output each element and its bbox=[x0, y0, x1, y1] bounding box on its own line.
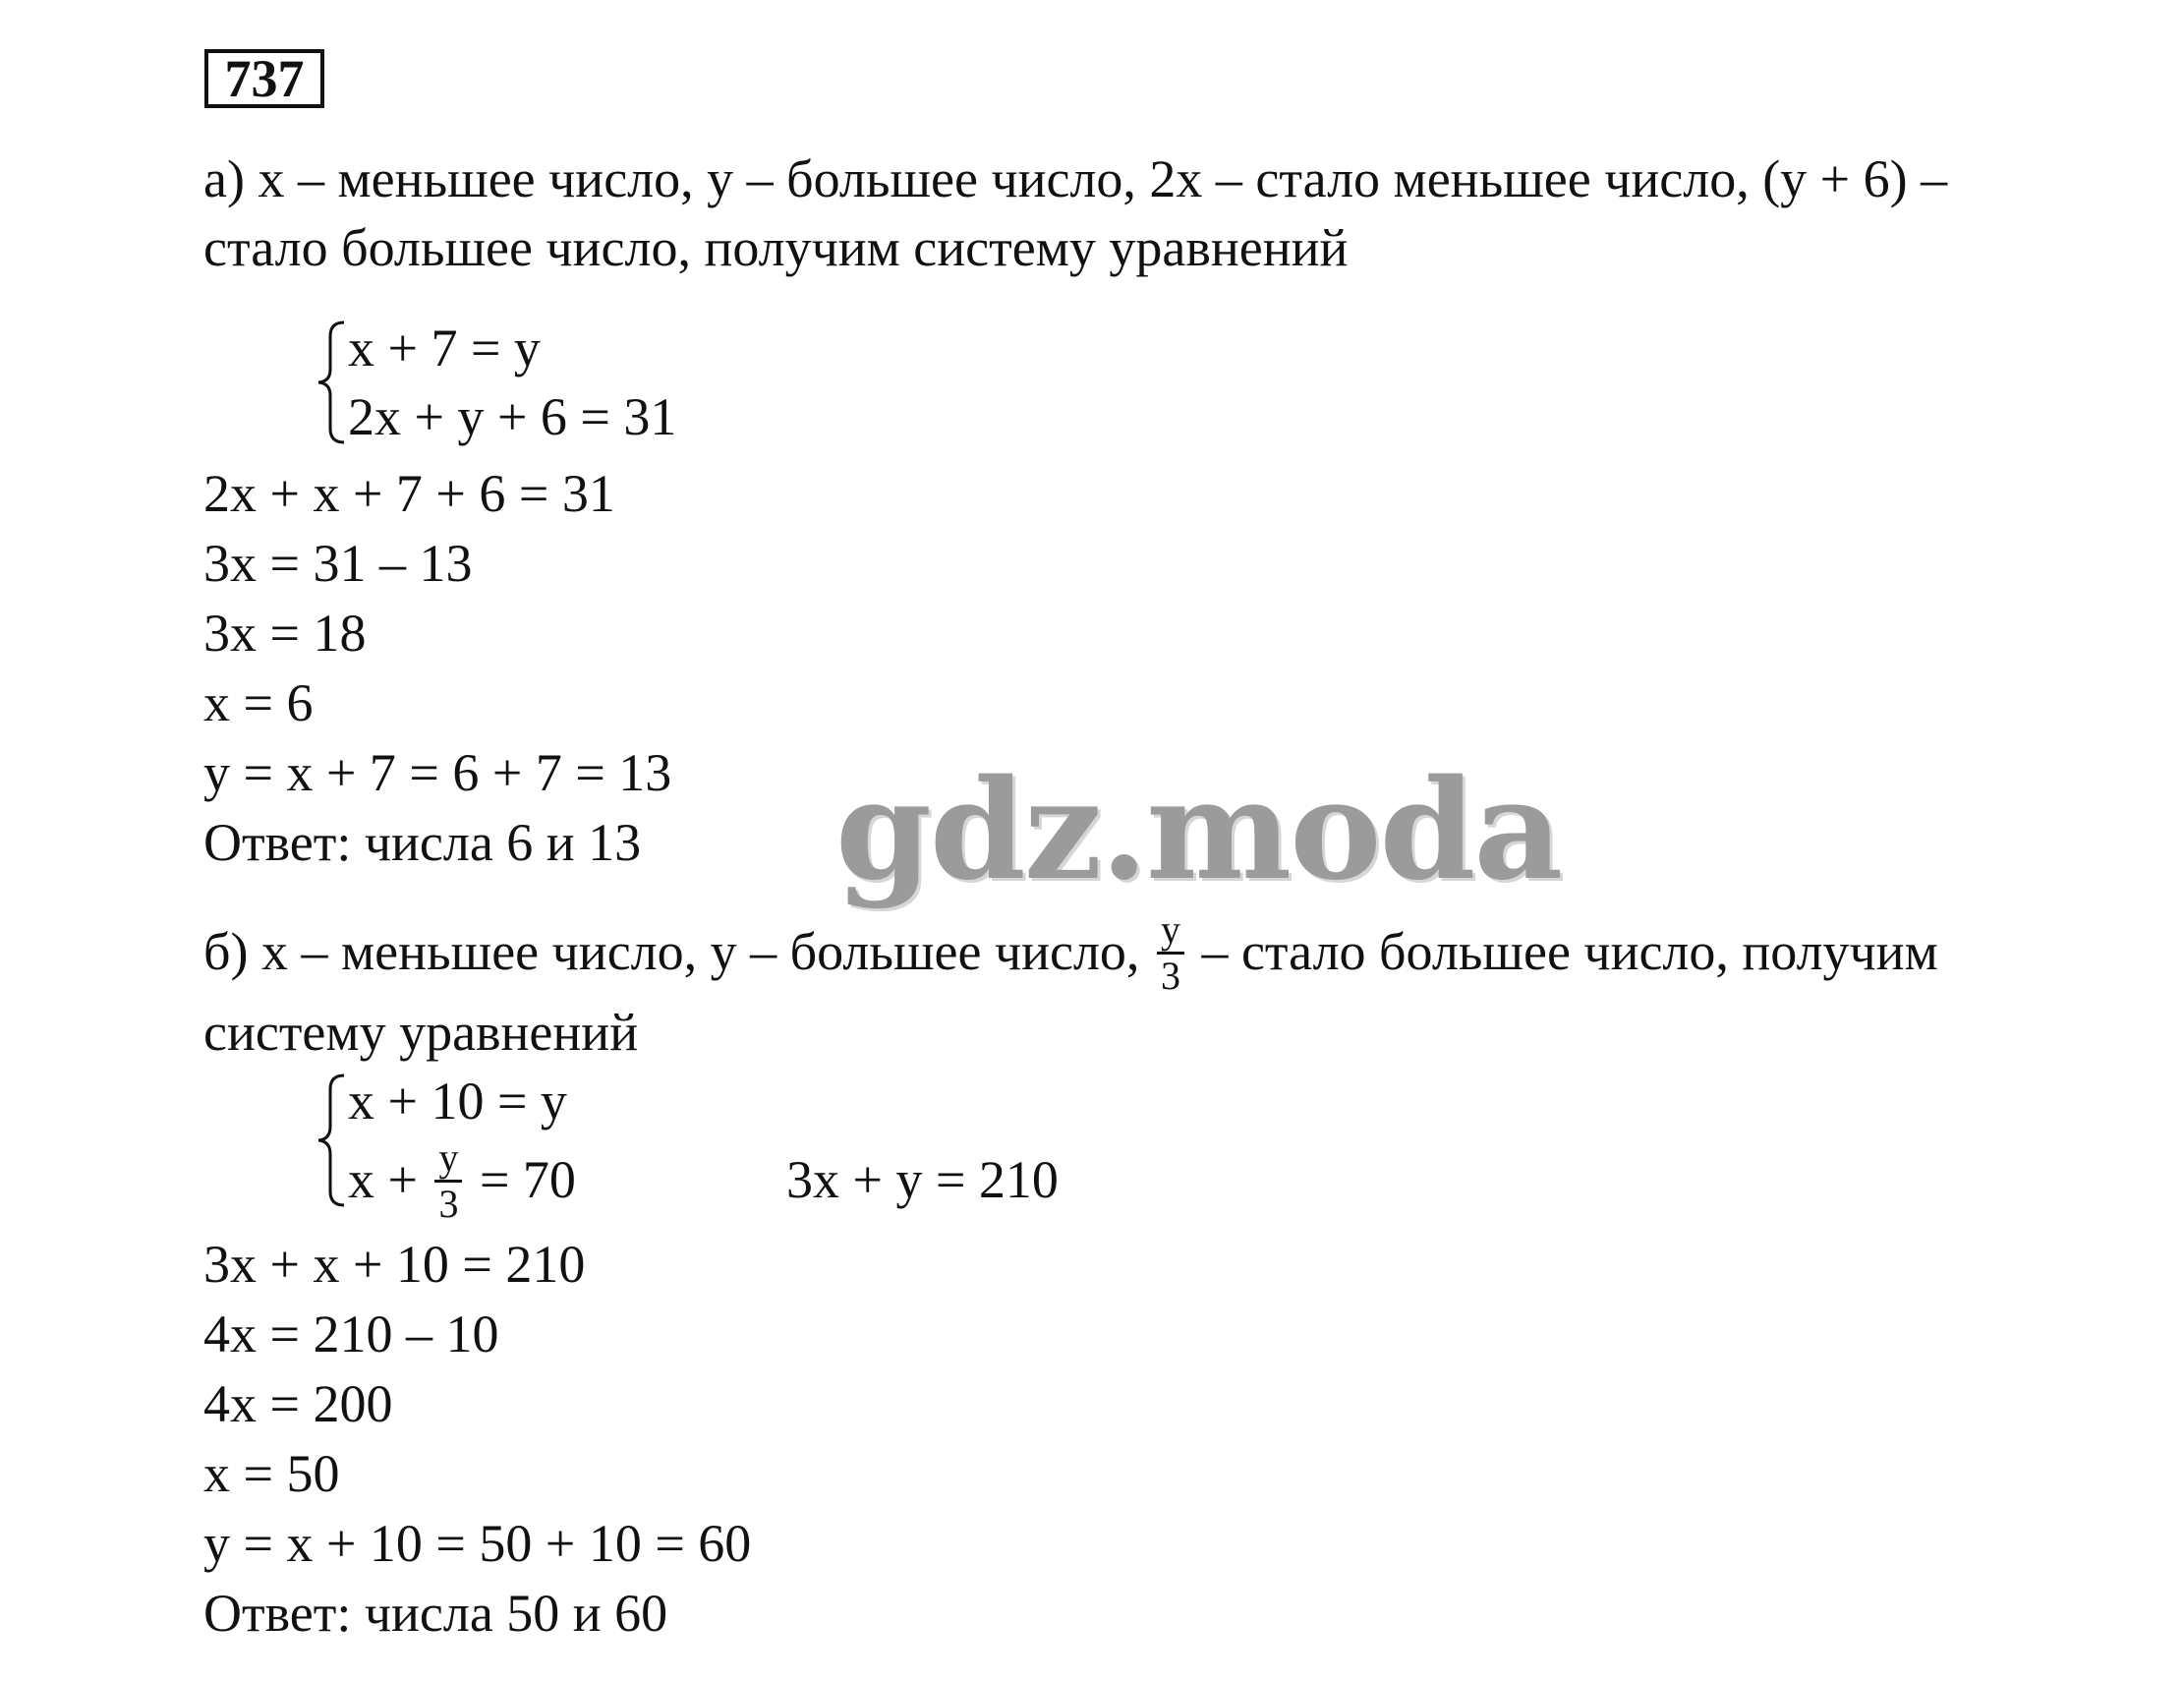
part-b-system-eq2-before: x + bbox=[348, 1149, 431, 1209]
fraction bbox=[1157, 907, 1184, 998]
part-b-intro-before: б) x – меньшее число, y – большее число, bbox=[203, 921, 1153, 981]
fraction-denominator: 3 bbox=[1160, 954, 1180, 998]
part-a-intro-line2: стало большее число, получим систему уравнений bbox=[203, 218, 1349, 277]
part-a-system-eq2: 2x + y + 6 = 31 bbox=[348, 387, 677, 446]
part-b-intro-line1 bbox=[203, 907, 1938, 1000]
part-b-system-eq1: x + 10 = y bbox=[348, 1072, 567, 1130]
part-a-system-eq1: x + 7 = y bbox=[348, 319, 541, 377]
watermark: gdz.moda bbox=[835, 750, 1562, 911]
part-b-system-eq2 bbox=[348, 1135, 576, 1228]
part-a-step-4: x = 6 bbox=[203, 673, 314, 732]
part-a-intro-line1: а) x – меньшее число, y – большее число, 2x – стало меньшее число, (y + 6) – bbox=[203, 149, 1948, 208]
part-b-step-1: 3x + x + 10 = 210 bbox=[203, 1235, 586, 1294]
fraction-numerator: y bbox=[434, 1138, 462, 1183]
brace-icon bbox=[315, 1072, 348, 1209]
part-a-step-2: 3x = 31 – 13 bbox=[203, 534, 473, 593]
part-b-step-4: x = 50 bbox=[203, 1444, 340, 1503]
part-a-answer: Ответ: числа 6 и 13 bbox=[203, 813, 642, 872]
part-b-intro-line2: систему уравнений bbox=[203, 1003, 639, 1062]
part-b-side-equation: 3x + y = 210 bbox=[786, 1150, 1059, 1209]
brace-icon bbox=[315, 319, 348, 446]
part-b-answer: Ответ: числа 50 и 60 bbox=[203, 1584, 668, 1643]
part-b-step-3: 4x = 200 bbox=[203, 1374, 393, 1433]
fraction-numerator: y bbox=[1157, 910, 1184, 955]
part-b-step-2: 4x = 210 – 10 bbox=[203, 1304, 499, 1363]
part-a-step-5: y = x + 7 = 6 + 7 = 13 bbox=[203, 743, 672, 802]
part-b-step-5: y = x + 10 = 50 + 10 = 60 bbox=[203, 1514, 752, 1573]
part-b-system-eq2-after: = 70 bbox=[466, 1149, 576, 1209]
part-a-step-3: 3x = 18 bbox=[203, 604, 367, 663]
problem-number: 737 bbox=[204, 49, 324, 108]
fraction-denominator: 3 bbox=[438, 1182, 459, 1226]
part-b-intro-after: – стало большее число, получим bbox=[1187, 921, 1938, 981]
part-a-step-1: 2x + x + 7 + 6 = 31 bbox=[203, 464, 615, 523]
fraction bbox=[434, 1135, 462, 1226]
